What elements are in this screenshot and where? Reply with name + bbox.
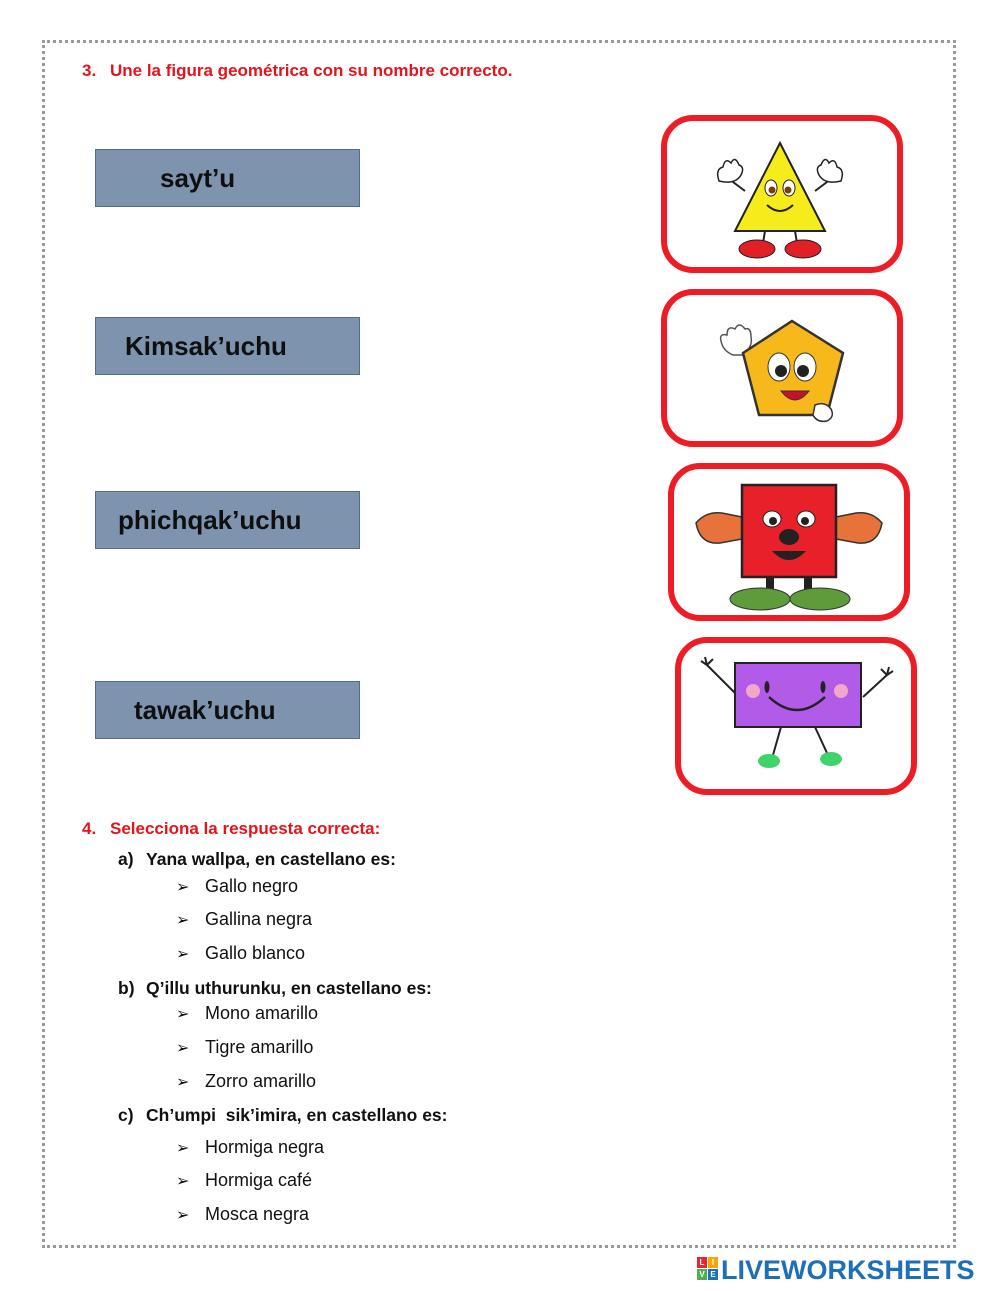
name-box-label: sayt’u [160, 163, 236, 193]
pentagon-character-image [667, 295, 897, 441]
option-mono-amarillo[interactable] [176, 1003, 318, 1024]
question-3-text: Une la figura geométrica con su nombre correcto. [110, 61, 513, 80]
option-label: Zorro amarillo [205, 1071, 317, 1091]
square-picture-box[interactable] [668, 463, 910, 621]
sub-question-label: a) [118, 849, 134, 869]
arrow-bullet-icon: ➢ [176, 1207, 190, 1224]
arrow-bullet-icon: ➢ [176, 1140, 190, 1157]
option-label: Hormiga negra [205, 1137, 325, 1157]
arrow-bullet-icon: ➢ [176, 946, 190, 963]
option-label: Gallo blanco [205, 943, 306, 963]
option-label: Gallina negra [205, 909, 313, 929]
question-4-text: Selecciona la respuesta correcta: [110, 819, 381, 838]
name-box-tawak-uchu[interactable] [95, 681, 360, 739]
option-hormiga-negra[interactable] [176, 1137, 324, 1158]
sub-question-b [118, 978, 432, 999]
option-mosca-negra[interactable] [176, 1204, 309, 1225]
sub-question-label: c) [118, 1105, 134, 1125]
arrow-bullet-icon: ➢ [176, 1006, 190, 1023]
arrow-bullet-icon: ➢ [176, 1040, 190, 1057]
option-gallina-negra[interactable] [176, 909, 312, 930]
option-label: Hormiga café [205, 1170, 313, 1190]
option-label: Mono amarillo [205, 1003, 319, 1023]
sub-question-prompt: Yana wallpa, en castellano es: [146, 849, 396, 869]
name-box-label: Kimsak’uchu [125, 331, 287, 361]
logo-badge-letter: I [708, 1257, 718, 1268]
logo-badge-icon [697, 1257, 719, 1281]
name-box-label: tawak’uchu [134, 695, 276, 725]
arrow-bullet-icon: ➢ [176, 1173, 190, 1190]
option-gallo-blanco[interactable] [176, 943, 305, 964]
logo-badge-letter: L [697, 1257, 707, 1268]
option-label: Mosca negra [205, 1204, 310, 1224]
name-box-label: phichqak’uchu [118, 505, 302, 535]
option-gallo-negro[interactable] [176, 876, 298, 897]
arrow-bullet-icon: ➢ [176, 879, 190, 896]
sub-question-label: b) [118, 978, 135, 998]
option-zorro-amarillo[interactable] [176, 1071, 316, 1092]
sub-question-a [118, 849, 396, 870]
option-tigre-amarillo[interactable] [176, 1037, 313, 1058]
pentagon-picture-box[interactable] [661, 289, 903, 447]
sub-question-c [118, 1105, 448, 1126]
question-3-title [82, 61, 512, 81]
triangle-picture-box[interactable] [661, 115, 903, 273]
question-3-number: 3. [82, 61, 97, 80]
name-box-phichqak-uchu[interactable] [95, 491, 360, 549]
logo-badge-letter: V [697, 1269, 707, 1280]
option-label: Gallo negro [205, 876, 299, 896]
question-4-title [82, 819, 380, 839]
rectangle-picture-box[interactable] [675, 637, 917, 795]
liveworksheets-logo[interactable] [697, 1255, 997, 1285]
arrow-bullet-icon: ➢ [176, 912, 190, 929]
sub-question-prompt: Ch’umpi sik’imira, en castellano es: [146, 1105, 448, 1125]
square-character-image [674, 469, 904, 615]
name-box-kimsak-uchu[interactable] [95, 317, 360, 375]
logo-text: LIVEWORKSHEETS [721, 1255, 975, 1285]
option-hormiga-cafe[interactable] [176, 1170, 312, 1191]
arrow-bullet-icon: ➢ [176, 1074, 190, 1091]
option-label: Tigre amarillo [205, 1037, 314, 1057]
name-box-sayt-u[interactable] [95, 149, 360, 207]
rectangle-character-image [681, 643, 911, 789]
triangle-character-image [667, 121, 897, 267]
logo-badge-letter: E [708, 1269, 718, 1280]
sub-question-prompt: Q’illu uthurunku, en castellano es: [146, 978, 432, 998]
question-4-number: 4. [82, 819, 97, 838]
